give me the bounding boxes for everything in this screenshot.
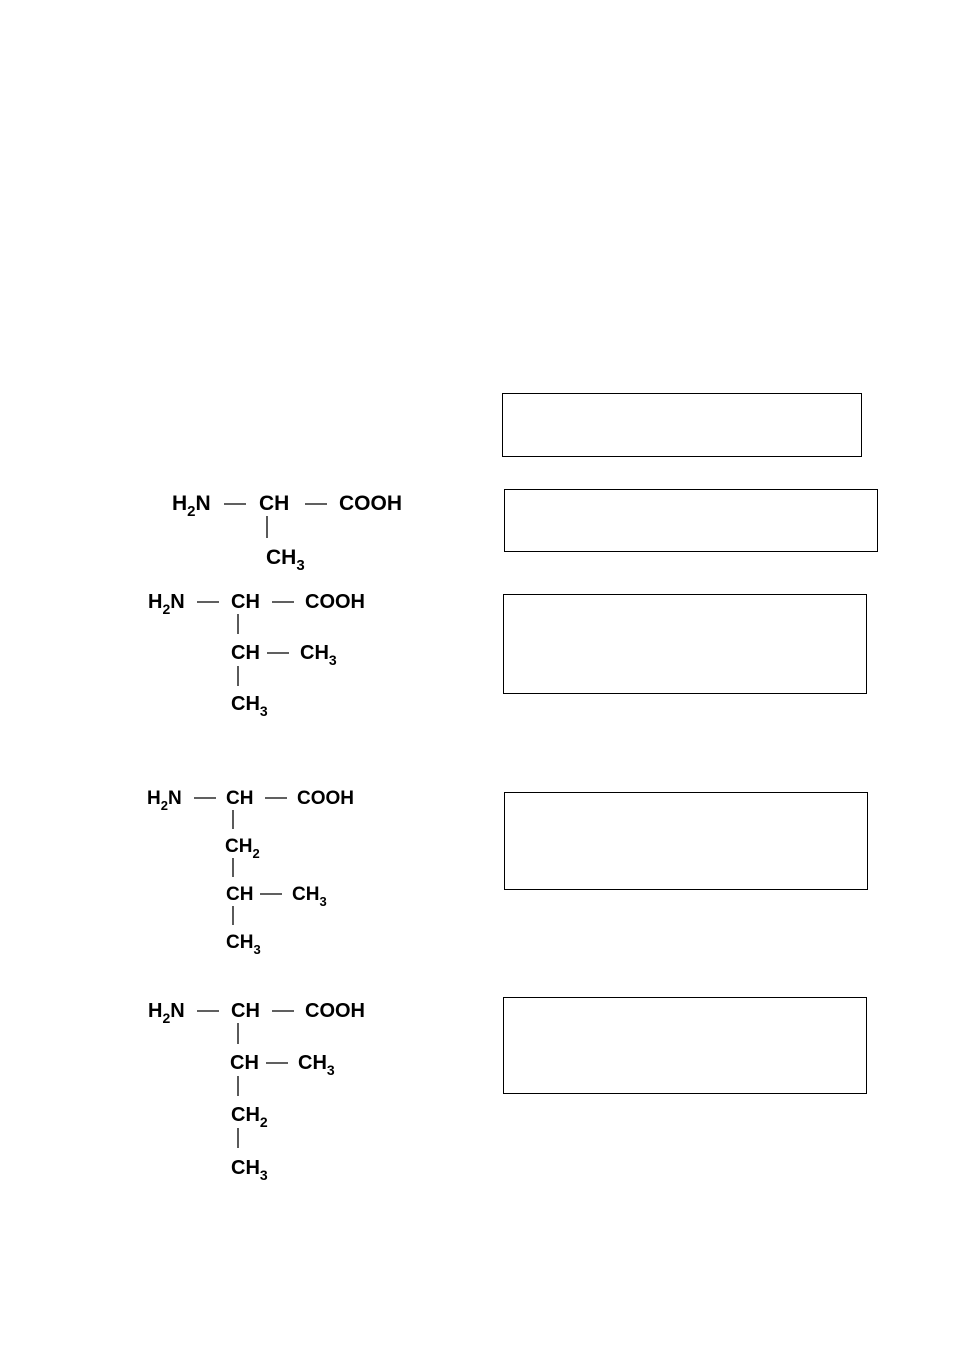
alpha-carbon: CH bbox=[231, 1000, 260, 1022]
amine-group: $H_2N$ bbox=[148, 591, 185, 617]
structural-formula-1 bbox=[172, 492, 402, 574]
methyl-group: $CH_3$ bbox=[231, 1157, 268, 1183]
answer-box-header[interactable] bbox=[502, 393, 862, 457]
carboxyl-group: COOH bbox=[339, 492, 402, 515]
answer-box-formula-3[interactable] bbox=[504, 792, 868, 890]
alpha-carbon: CH bbox=[259, 492, 290, 515]
structural-formula-2 bbox=[148, 591, 365, 719]
answer-box-formula-2[interactable] bbox=[503, 594, 867, 694]
methine-group: CH bbox=[231, 642, 260, 664]
amine-group: $H_2N$ bbox=[172, 492, 211, 520]
methylene-group: $CH_2$ bbox=[231, 1104, 268, 1130]
methine-group: CH bbox=[230, 1052, 259, 1074]
methyl-group: $CH_3$ bbox=[300, 642, 337, 668]
carboxyl-group: COOH bbox=[297, 788, 354, 809]
methyl-group: $CH_3$ bbox=[298, 1052, 335, 1078]
answer-box-formula-4[interactable] bbox=[503, 997, 867, 1094]
methyl-group: $CH_3$ bbox=[231, 693, 268, 719]
methylene-group: $CH_2$ bbox=[225, 836, 260, 861]
alpha-carbon: CH bbox=[231, 591, 260, 613]
methyl-group: $CH_3$ bbox=[226, 932, 261, 957]
structural-formula-4 bbox=[148, 1000, 365, 1183]
carboxyl-group: COOH bbox=[305, 591, 365, 613]
structural-formula-3 bbox=[147, 788, 354, 957]
amine-group: $H_2N$ bbox=[148, 1000, 185, 1026]
methyl-group: $CH_3$ bbox=[292, 884, 327, 909]
alpha-carbon: CH bbox=[226, 788, 254, 809]
methyl-group: $CH_3$ bbox=[266, 546, 305, 574]
answer-box-formula-1[interactable] bbox=[504, 489, 878, 552]
carboxyl-group: COOH bbox=[305, 1000, 365, 1022]
amine-group: $H_2N$ bbox=[147, 788, 182, 813]
methine-group: CH bbox=[226, 884, 254, 905]
